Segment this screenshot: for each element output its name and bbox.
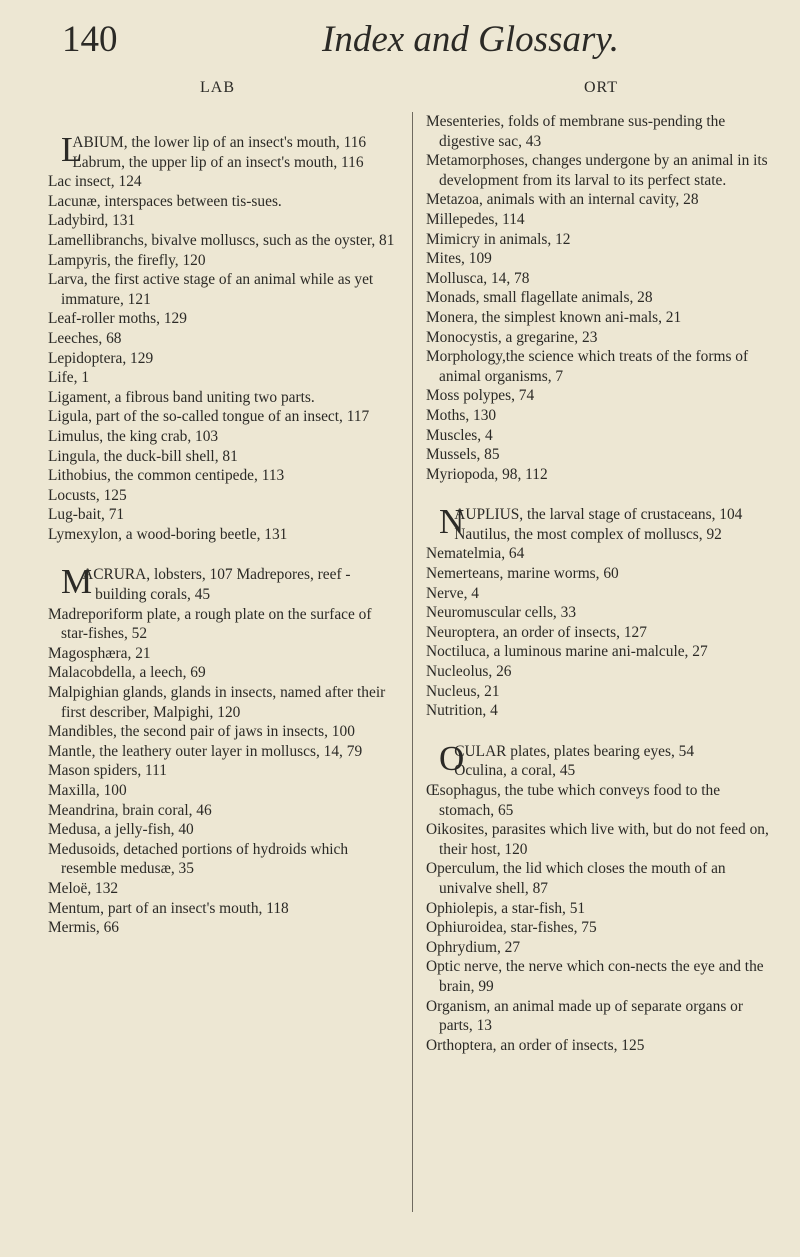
- index-entry-text: Lamellibranchs, bivalve molluscs, such as the oyster, 81: [48, 231, 395, 249]
- index-entry: [48, 742, 400, 762]
- index-entry-text: Lac insect, 124: [48, 173, 142, 191]
- index-entry: [48, 899, 400, 919]
- index-entry: [426, 112, 778, 151]
- index-entry: [426, 642, 778, 662]
- index-entry: [426, 190, 778, 210]
- left-column-head: LAB: [200, 79, 235, 96]
- index-entry: [48, 505, 400, 525]
- index-entry-text: Morphology,the science which treats of the forms of animal organisms, 7: [426, 348, 749, 385]
- index-entry: [48, 761, 400, 781]
- index-entry-text: Ladybird, 131: [48, 212, 136, 230]
- index-entry-text: Ophrydium, 27: [426, 938, 521, 956]
- index-entry-text: Millepedes, 114: [426, 210, 525, 228]
- index-entry-text: Ligament, a fibrous band uniting two parts.: [48, 388, 315, 406]
- index-entry: [426, 781, 778, 820]
- index-entry: [48, 840, 400, 879]
- index-entry: [426, 151, 778, 190]
- index-entry: [48, 388, 400, 408]
- index-entry-text: Mentum, part of an insect's mouth, 118: [48, 899, 289, 917]
- index-entry-text: Nemerteans, marine worms, 60: [426, 565, 619, 583]
- index-entry-text: Malpighian glands, glands in insects, named after their first describer, Malpighi, 120: [48, 684, 386, 721]
- index-entry-text: Moss polypes, 74: [426, 387, 535, 405]
- index-entry: [426, 918, 778, 938]
- column-divider: [412, 112, 413, 1212]
- index-entry: [426, 603, 778, 623]
- index-entry: [426, 269, 778, 289]
- index-entry-text: Optic nerve, the nerve which con-nects the eye and the brain, 99: [426, 958, 764, 995]
- index-entry-text: Malacobdella, a leech, 69: [48, 664, 206, 682]
- left-index-column: [48, 112, 400, 938]
- index-entry: [426, 564, 778, 584]
- index-entry-text: Labrum, the upper lip of an insect's mouth, 116: [72, 153, 364, 171]
- index-entry-text: Mandibles, the second pair of jaws in insects, 100: [48, 723, 355, 741]
- index-entry-text: Medusa, a jelly-fish, 40: [48, 821, 194, 839]
- index-entry: [426, 386, 778, 406]
- index-entry-text: Ophiolepis, a star-fish, 51: [426, 899, 586, 917]
- index-entry-text: Orthoptera, an order of insects, 125: [426, 1036, 645, 1054]
- index-entry: [426, 230, 778, 250]
- index-entry: [426, 761, 778, 781]
- index-entry-text: Magosphæra, 21: [48, 644, 151, 662]
- index-entry-text: Locusts, 125: [48, 486, 127, 504]
- index-entry: [48, 349, 400, 369]
- index-entry: [48, 525, 400, 545]
- index-entry: [426, 662, 778, 682]
- index-entry: [426, 938, 778, 958]
- index-entry: [48, 605, 400, 644]
- index-entry-text: Leaf-roller moths, 129: [48, 310, 187, 328]
- index-entry-text: Lepidoptera, 129: [48, 349, 154, 367]
- index-entry-text: Monera, the simplest known ani-mals, 21: [426, 308, 682, 326]
- index-entry: [48, 683, 400, 722]
- index-entry-text: Nucleus, 21: [426, 682, 500, 700]
- index-entry-text: Metamorphoses, changes undergone by an animal in its development from its larval to its perfect state.: [426, 152, 768, 189]
- index-entry: [426, 820, 778, 859]
- index-entry: [48, 820, 400, 840]
- index-entry: [48, 644, 400, 664]
- index-entry: [426, 899, 778, 919]
- index-entry-text: Meloë, 132: [48, 879, 119, 897]
- index-entry-text: Metazoa, animals with an internal cavity, 28: [426, 191, 699, 209]
- index-entry: [48, 486, 400, 506]
- index-entry-text: Mites, 109: [426, 250, 492, 268]
- page-header: [62, 14, 770, 64]
- index-entry-text: Lug-bait, 71: [48, 506, 125, 524]
- index-entry-text: AUPLIUS, the larval stage of crustaceans, 104: [454, 506, 743, 524]
- index-entry-text: Mollusca, 14, 78: [426, 269, 530, 287]
- index-entry-text: Nerve, 4: [426, 584, 479, 602]
- index-entry: [426, 544, 778, 564]
- index-entry: [426, 623, 778, 643]
- index-entry: [426, 682, 778, 702]
- index-entry-text: Operculum, the lid which closes the mouth of an univalve shell, 87: [426, 860, 726, 897]
- drop-cap: O: [439, 738, 465, 778]
- index-entry: [426, 288, 778, 308]
- index-entry: [48, 192, 400, 212]
- index-entry: [426, 701, 778, 721]
- index-entry-text: Medusoids, detached portions of hydroids which resemble medusæ, 35: [48, 840, 349, 878]
- index-entry-text: ACRURA, lobsters, 107 Madrepores, reef - building corals, 45: [82, 566, 351, 604]
- index-entry-text: Nutrition, 4: [426, 702, 498, 720]
- index-entry-text: Lampyris, the firefly, 120: [48, 251, 206, 269]
- page-number: 140: [62, 19, 118, 60]
- index-entry-text: Monocystis, a gregarine, 23: [426, 328, 598, 346]
- index-entry-text: Œsophagus, the tube which conveys food to the stomach, 65: [426, 782, 721, 819]
- right-index-column: [426, 112, 778, 1055]
- index-entry: [426, 859, 778, 898]
- index-entry-text: Organism, an animal made up of separate organs or parts, 13: [426, 997, 743, 1035]
- index-entry: [48, 427, 400, 447]
- index-entry-text: Moths, 130: [426, 406, 497, 424]
- index-entry-text: Monads, small flagellate animals, 28: [426, 289, 653, 307]
- right-column-head: ORT: [584, 79, 619, 96]
- index-entry-text: Limulus, the king crab, 103: [48, 427, 219, 445]
- index-entry: [48, 466, 400, 486]
- index-entry: [48, 781, 400, 801]
- index-entry-text: Mimicry in animals, 12: [426, 230, 571, 248]
- index-entry-text: Mermis, 66: [48, 919, 119, 937]
- index-entry-text: Neuroptera, an order of insects, 127: [426, 623, 647, 641]
- drop-cap: M: [61, 562, 93, 602]
- index-entry: [426, 210, 778, 230]
- index-entry: [426, 328, 778, 348]
- index-entry: [48, 329, 400, 349]
- index-entry-text: Myriopoda, 98, 112: [426, 465, 548, 483]
- index-entry-text: Lithobius, the common centipede, 113: [48, 467, 285, 485]
- index-entry: [48, 211, 400, 231]
- index-entry-text: ABIUM, the lower lip of an insect's mouth, 116: [72, 134, 367, 151]
- index-entry: [48, 918, 400, 938]
- index-entry-text: Mantle, the leathery outer layer in molluscs, 14, 79: [48, 742, 363, 760]
- index-entry: [48, 722, 400, 742]
- index-entry-text: Lacunæ, interspaces between tis-sues.: [48, 192, 282, 210]
- index-entry: [426, 997, 778, 1036]
- index-entry-text: Mesenteries, folds of membrane sus-pending the digestive sac, 43: [426, 113, 726, 150]
- index-entry: [48, 251, 400, 271]
- index-entry-text: Larva, the first active stage of an animal while as yet immature, 121: [48, 271, 374, 308]
- index-entry-text: Lymexylon, a wood-boring beetle, 131: [48, 525, 288, 543]
- index-entry-text: Mussels, 85: [426, 446, 500, 464]
- index-entry-text: Ligula, part of the so-called tongue of an insect, 117: [48, 408, 370, 426]
- index-letter-section-start: [48, 562, 400, 604]
- index-entry: [426, 308, 778, 328]
- index-entry-text: Nautilus, the most complex of molluscs, 92: [454, 525, 722, 543]
- index-entry: [426, 584, 778, 604]
- running-title: Index and Glossary.: [322, 19, 619, 60]
- index-entry-text: Life, 1: [48, 369, 90, 387]
- index-entry: [426, 426, 778, 446]
- index-entry-text: Mason spiders, 111: [48, 762, 167, 780]
- index-entry: [48, 879, 400, 899]
- index-entry: [426, 525, 778, 545]
- index-entry-text: Noctiluca, a luminous marine ani-malcule, 27: [426, 643, 708, 661]
- index-entry: [426, 465, 778, 485]
- index-entry: [48, 153, 400, 173]
- index-entry: [48, 172, 400, 192]
- index-entry-text: Madreporiform plate, a rough plate on the surface of star-fishes, 52: [48, 605, 372, 643]
- index-entry-text: Oculina, a coral, 45: [454, 762, 576, 780]
- index-entry-text: Ophiuroidea, star-fishes, 75: [426, 919, 597, 937]
- index-entry-text: Maxilla, 100: [48, 782, 127, 799]
- index-entry: [48, 231, 400, 251]
- index-entry-text: Oikosites, parasites which live with, but do not feed on, their host, 120: [426, 821, 769, 858]
- index-entry-text: Nucleolus, 26: [426, 663, 512, 681]
- index-entry: [426, 406, 778, 426]
- index-entry: [426, 957, 778, 996]
- index-entry-text: Lingula, the duck-bill shell, 81: [48, 447, 238, 465]
- index-entry-text: Meandrina, brain coral, 46: [48, 801, 212, 819]
- index-entry-text: Muscles, 4: [426, 426, 493, 444]
- index-entry-text: Nematelmia, 64: [426, 545, 525, 563]
- index-entry: [426, 347, 778, 386]
- drop-cap: N: [439, 502, 465, 542]
- index-entry: [48, 407, 400, 427]
- index-entry-text: Neuromuscular cells, 33: [426, 604, 577, 622]
- index-entry: [426, 249, 778, 269]
- index-entry-text: CULAR plates, plates bearing eyes, 54: [454, 742, 695, 760]
- index-entry: [48, 663, 400, 683]
- index-entry: [426, 445, 778, 465]
- index-entry: [48, 309, 400, 329]
- drop-cap: L: [61, 130, 83, 169]
- index-entry: [48, 801, 400, 821]
- index-entry: [426, 1036, 778, 1056]
- index-entry-text: Leeches, 68: [48, 329, 122, 347]
- index-entry: [48, 270, 400, 309]
- index-entry: [48, 368, 400, 388]
- index-entry: [48, 447, 400, 467]
